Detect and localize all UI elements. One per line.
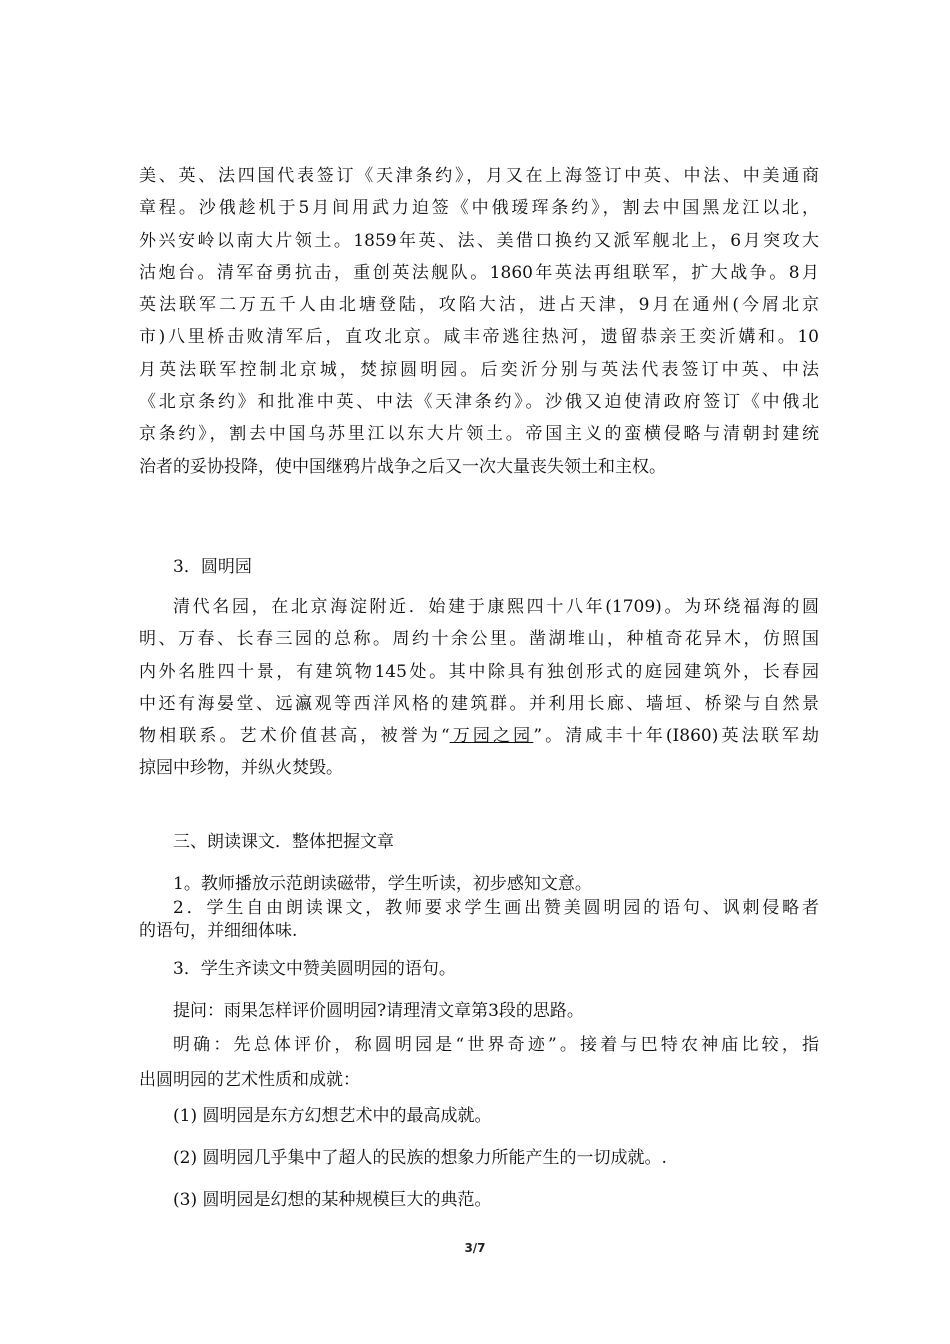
page-number: 3/7 — [464, 1241, 486, 1255]
step-3: 3．学生齐读文中赞美圆明园的语句。 — [173, 959, 456, 979]
text-line: 章程。沙俄趁机于5月间用武力迫签《中俄瑷珲条约》，割去中国黑龙江以北， — [139, 198, 819, 219]
text-line: 内外名胜四十景，有建筑物145处。其中除具有独创形式的庭园建筑外，长春园 — [139, 661, 819, 682]
text-line: 清代名园，在北京海淀附近．始建于康熙四十八年(1709)。为环绕福海的圆 — [173, 597, 819, 617]
text-line: 的语句，并细细体味. — [139, 921, 298, 941]
text-line: 外兴安岭以南大片领土。1859年英、法、美借口换约又派军舰北上，6月突攻大 — [139, 230, 819, 251]
text-line: 明、万春、长春三园的总称。周约十余公里。凿湖堆山，种植奇花异木，仿照国 — [139, 629, 819, 650]
text-line: 京条约》，割去中国乌苏里江以东大片领土。帝国主义的蛮横侵略与清朝封建统 — [139, 424, 819, 445]
point-2: (2) 圆明园几乎集中了超人的民族的想象力所能产生的一切成就。. — [173, 1148, 667, 1168]
text-line: 中还有海晏堂、远瀛观等西洋风格的建筑群。并利用长廊、墙垣、桥梁与自然景 — [139, 693, 819, 714]
history-paragraph — [139, 160, 819, 483]
answer — [139, 1025, 819, 1095]
text-line: 出圆明园的艺术性质和成就： — [139, 1070, 360, 1090]
text-line: 沽炮台。清军奋勇抗击，重创英法舰队。1860年英法再组联军，扩大战争。8月 — [139, 262, 819, 283]
text-line: 2．学生自由朗读课文，教师要求学生画出赞美圆明园的语句、讽刺侵略者 — [173, 898, 819, 918]
step-2 — [139, 897, 819, 943]
point-1: (1) 圆明园是东方幻想艺术中的最高成就。 — [173, 1106, 492, 1126]
text-line: 美、英、法四国代表签订《天津条约》，月又在上海签订中英、中法、中美通商 — [139, 166, 819, 186]
part-heading: 三、朗读课文．整体把握文章 — [173, 832, 394, 852]
text-line: 市)八里桥击败清军后，直攻北京。咸丰帝逃往热河，遗留恭亲王奕沂媾和。10 — [139, 327, 819, 348]
yuanmingyuan-paragraph — [139, 591, 819, 785]
text-line: 英法联军二万五千人由北塘登陆，攻陷大沽，进占天津，9月在通州(今屑北京 — [139, 295, 819, 316]
text-line: 物相联系。艺术价值甚高，被誉为“万园之园”。清咸丰十年(I860)英法联军劫 — [139, 726, 819, 747]
question: 提问：雨果怎样评价圆明园?请理清文章第3段的思路。 — [173, 1001, 584, 1021]
text-line: 《北京条约》和批准中英、中法《天津条约》。沙俄又迫使清政府签订《中俄北 — [139, 392, 819, 413]
text-line: 掠园中珍物，并纵火焚毁。 — [139, 758, 343, 779]
step-1: 1。教师播放示范朗读磁带，学生听读，初步感知文意。 — [173, 874, 592, 894]
text-line: 月英法联军控制北京城，焚掠圆明园。后奕沂分别与英法代表签订中英、中法 — [139, 359, 819, 380]
text-line: 明确：先总体评价，称圆明园是“世界奇迹”。接着与巴特农神庙比较，指 — [173, 1035, 819, 1055]
point-3: (3) 圆明园是幻想的某种规模巨大的典范。 — [173, 1190, 492, 1210]
text-line: 治者的妥协投降，使中国继鸦片战争之后又一次大量丧失领土和主权。 — [139, 456, 666, 477]
section-heading: 3．圆明园 — [173, 557, 252, 577]
wanyuan-link[interactable]: 万园之园 — [449, 726, 534, 747]
